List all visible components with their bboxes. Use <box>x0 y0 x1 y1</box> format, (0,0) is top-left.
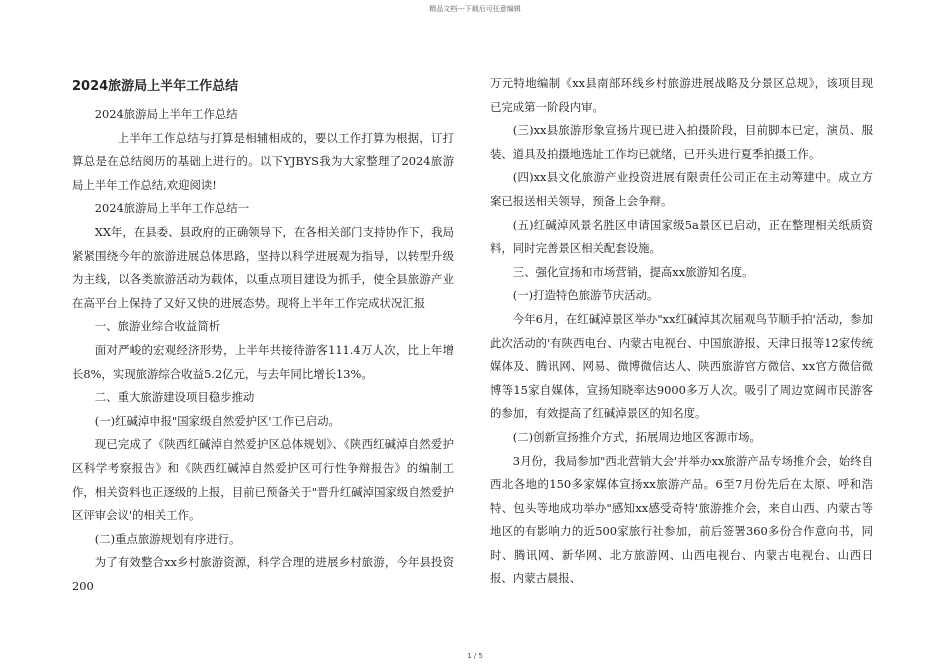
paragraph: (一)打造特色旅游节庆活动。 <box>512 288 659 303</box>
page-header-note: 精品文档---下载后可任意编辑 <box>429 5 521 13</box>
paragraph: 2024旅游局上半年工作总结 <box>94 107 238 121</box>
page-number: 1 / 5 <box>467 652 483 660</box>
section-heading: 一、旅游业综合收益简析 <box>94 319 221 334</box>
paragraph: (二)创新宣扬推介方式，拓展周边地区客源市场。 <box>512 429 761 444</box>
right-column <box>490 72 873 591</box>
section-heading: 二、重大旅游建设项目稳步推动 <box>94 390 255 405</box>
paragraph: 面对严峻的宏观经济形势，上半年共接待游客111.4万人次，比上年增长8%，实现旅游综合收益5.2亿元，与去年同比增长13%。 <box>72 342 454 381</box>
paragraph: 3月份，我局参加"西北营销大会'并举办xx旅游产品专场推介会，始终自西北各地的150多家媒体宣扬xx旅游产品。6至7月份先后在太原、呼和浩特、包头等地成功举办"感知xx感受奇特'旅游推介会，来自山西、内蒙古等地区的有影响力的近500家旅行社参加，前后签署360多份合作意向书，同时、腾讯网、新华网、北方旅游网、山西电视台、内蒙古电视台、山西日报、内蒙古晨报、 <box>490 453 873 586</box>
paragraph: (二)重点旅游规划有序进行。 <box>94 531 241 546</box>
paragraph: 万元特地编制《xx县南部环线乡村旅游进展战略及分景区总规》，该项目现已完成第一阶段内审。 <box>490 76 873 114</box>
paragraph: 为了有效整合xx乡村旅游资源，科学合理的进展乡村旅游，今年县投资200 <box>72 555 454 593</box>
paragraph: XX年，在县委、县政府的正确领导下，在各相关部门支持协作下，我局紧紧围绕今年的旅游进展总体思路，坚持以科学进展观为指导，以转型升级为主线，以各类旅游活动为载体，以重点项目建设为抓手，使全县旅游产业在高平台上保持了又好又快的进展态势。现将上半年工作完成状况汇报 <box>72 224 454 310</box>
paragraph: (五)红碱淖风景名胜区申请国家级5a景区已启动，正在整理相关纸质资料，同时完善景区相关配套设施。 <box>490 217 873 256</box>
left-column <box>72 75 454 598</box>
paragraph: (四)xx县文化旅游产业投资进展有限责任公司正在主动筹建中。成立方案已报送相关领导，预备上会争辩。 <box>490 170 873 208</box>
paragraph: 今年6月，在红碱淖景区举办"xx红碱淖其次届观鸟节顺手拍'活动，参加此次活动的'有陕西电台、内蒙古电视台、中国旅游报、天津日报等12家传统媒体及、腾讯网、网易、微博微信达人、陕西旅游官方微信、xx官方微信微博等15家自媒体，宣扬知晓率达9000多万人次。吸引了周边宽阔市民游客的参加，有效提高了红碱淖景区的知名度。 <box>490 311 873 421</box>
paragraph: 现已完成了《陕西红碱淖自然爱护区总体规划》、《陕西红碱淖自然爱护区科学考察报告》和《陕西红碱淖自然爱护区可行性争辩报告》的编制工作，相关资料也正逐级的上报，目前已预备关于"晋升红碱淖国家级自然爱护区评审会议'的相关工作。 <box>72 437 454 523</box>
section-heading: 三、强化宣扬和市场营销，提高xx旅游知名度。 <box>512 264 754 279</box>
paragraph: 2024旅游局上半年工作总结一 <box>94 201 250 216</box>
document-title: 2024旅游局上半年工作总结 <box>72 79 239 94</box>
paragraph: (一)红碱淖申报"国家级自然爱护区'工作已启动。 <box>94 413 340 428</box>
paragraph: 上半年工作总结与打算是相辅相成的，要以工作打算为根据，订打算总是在总结阅历的基础上进行的。以下YJBYS我为大家整理了2024旅游局上半年工作总结,欢迎阅读! <box>72 130 454 192</box>
paragraph: (三)xx县旅游形象宣扬片现已进入拍摄阶段，目前脚本已定，演员、服装、道具及拍摄地选址工作均已就绪，已开头进行夏季拍摄工作。 <box>490 123 873 161</box>
